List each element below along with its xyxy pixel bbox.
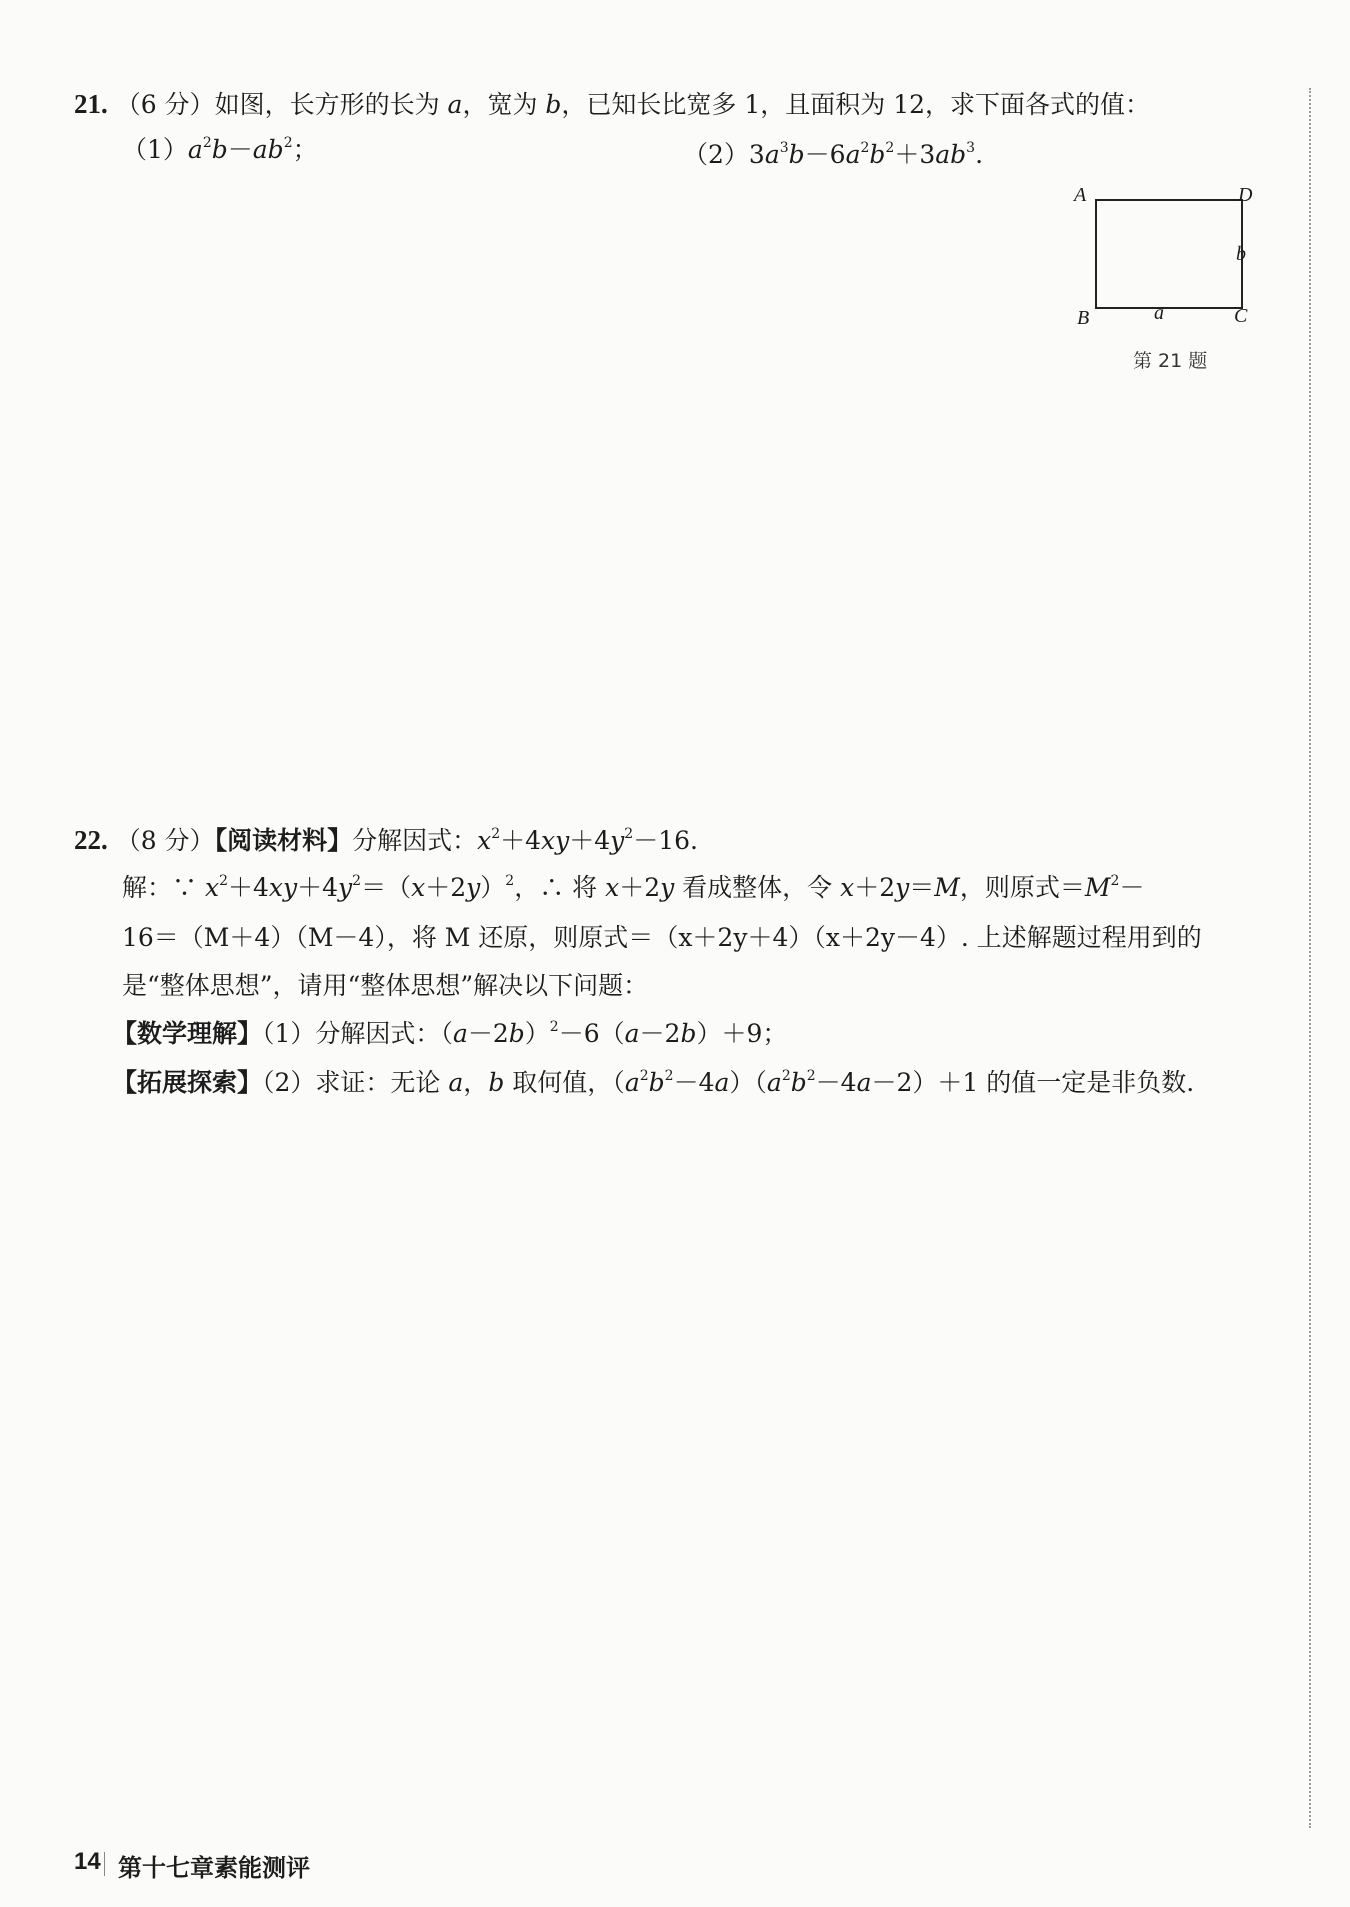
reading-expression: $x^2+4xy+4y^2-16$. [477, 826, 698, 855]
q22-solution-line2: 16＝（M＋4）（M－4），将 M 还原，则原式＝（x＋2y＋4）（x＋2y－4）. 上述解题过程用到的 [122, 923, 1202, 952]
figure-caption: 第 21 题 [1133, 350, 1208, 372]
vertex-label-A: A [1074, 184, 1087, 206]
tag-reading-material: 【阅读材料】 [214, 826, 353, 855]
margin-dotted-rule [1309, 88, 1311, 1828]
q21-part2-expression: $3a^3b-6a^2b^2+3ab^3$. [748, 140, 984, 169]
q22-solution-line3: 是“整体思想”，请用“整体思想”解决以下问题： [122, 971, 649, 1000]
side-label-a: a [1154, 302, 1164, 324]
question-22: 22. （8 分）【阅读材料】分解因式：$x^2+4xy+4y^2-16$. [74, 825, 698, 855]
q21-part1: $(1)a^2b-ab^2$； [122, 135, 318, 164]
question-21 [74, 87, 1150, 122]
vertex-label-B: B [1077, 307, 1090, 329]
question-number: 21. [74, 89, 108, 119]
question-number: 22. [74, 825, 108, 855]
q21-part2: $(2)3a^3b-6a^2b^2+3ab^3$. [683, 140, 984, 169]
rectangle-diagram [1080, 190, 1260, 320]
q22-part1-expression: $(a-2b)^2-6(a-2b)+9$； [440, 1019, 788, 1048]
chapter-title: 第十七章素能测评 [118, 1854, 310, 1882]
tag-extended-exploration: 【拓展探索】 [112, 1068, 263, 1097]
vertex-label-C: C [1234, 305, 1248, 327]
vertex-label-D: D [1238, 184, 1253, 206]
q22-part2-expression: $(a^2b^2-4a)(a^2b^2-4a-2)+1$ [612, 1068, 987, 1097]
question-points: （8 分） [115, 826, 215, 855]
q22-part1: 【数学理解】（1）分解因式：$(a-2b)^2-6(a-2b)+9$； [112, 1019, 788, 1048]
q22-solution-line1: 解：∵ $x^2+4xy+4y^2=(x+2y)^2$，∴ 将 x＋2y 看成整体，令 x＋2y＝M，则原式$=M^2-$ [122, 873, 1145, 902]
page-number: 14 [74, 1848, 101, 1875]
question-stem: 如图，长方形的长为 a，宽为 b，已知长比宽多 1，且面积为 12，求下面各式的值： [214, 90, 1151, 119]
tag-math-understanding: 【数学理解】 [112, 1019, 263, 1048]
q22-part2: 【拓展探索】（2）求证：无论 a，b 取何值，$(a^2b^2-4a)(a^2b^2-4a-2)+1$ 的值一定是非负数. [112, 1068, 1195, 1097]
question-points: （6 分） [115, 90, 215, 119]
q21-part1-expression: $a^2b-ab^2$； [187, 135, 318, 164]
side-label-b: b [1236, 243, 1246, 265]
footer-divider [104, 1852, 105, 1876]
